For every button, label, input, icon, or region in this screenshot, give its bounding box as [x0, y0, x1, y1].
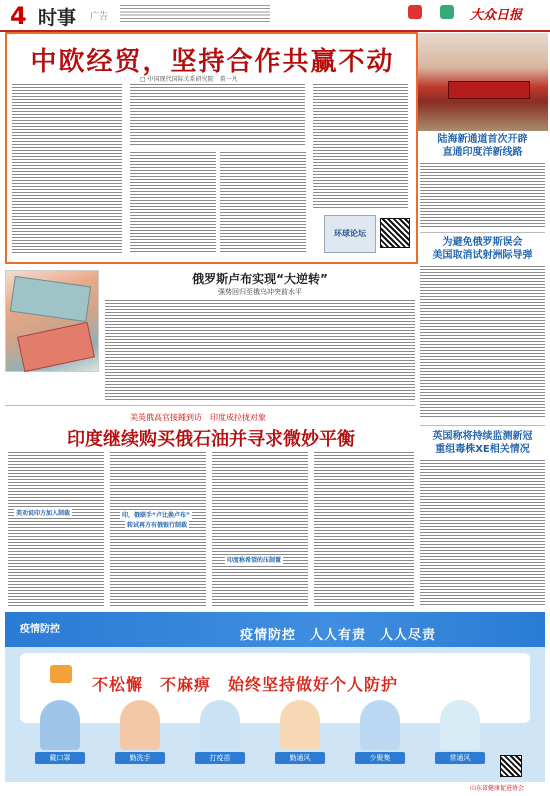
india-column-1 — [8, 452, 104, 607]
india-subhead-4: 印度称希望的压制置 — [227, 557, 282, 564]
russia-body — [105, 300, 415, 400]
banner-slogan-main: 不松懈 不麻痹 始终坚持做好个人防护 — [92, 675, 399, 694]
feature-column-2 — [130, 152, 216, 254]
banner-item-label: 常通风 — [435, 752, 485, 764]
banner-tag: 疫情防控 — [20, 624, 60, 635]
masthead-bar — [0, 0, 550, 32]
story2-title-line1: 为避免俄罗斯误会 — [442, 237, 523, 248]
story1-title-line2: 直通印度洋新线路 — [442, 147, 523, 158]
india-subhead-2: 印，俄联手“卢比换卢布” — [122, 512, 190, 519]
qr-code — [380, 218, 410, 248]
banner-item-label: 勤通风 — [275, 752, 325, 764]
footer-credit: 山东省健康促进协会 — [470, 785, 525, 792]
gathering-illustration — [360, 700, 400, 750]
feature-column-3 — [220, 152, 306, 254]
india-column-2 — [110, 452, 206, 607]
qr-code — [500, 755, 522, 777]
airflow-illustration — [440, 700, 480, 750]
newspaper-brand: 大众日报 — [470, 8, 523, 23]
megaphone-icon — [50, 665, 72, 683]
banner-slogan-top: 疫情防控 人人有责 人人尽责 — [240, 628, 437, 643]
column-logo: 环球论坛 — [324, 215, 376, 253]
russia-subheadline: 强势回归至俄乌冲突前水平 — [218, 288, 302, 296]
feature-column-4 — [313, 84, 408, 209]
feature-byline: □ 中国现代国际关系研究院 董一凡 — [140, 76, 238, 83]
section-name: 时事 — [38, 7, 77, 29]
india-column-3 — [212, 452, 308, 607]
banner-item-label: 戴口罩 — [35, 752, 85, 764]
page-number: 4 — [10, 2, 27, 30]
russia-headline: 俄罗斯卢布实现“大逆转” — [192, 272, 328, 286]
india-headline: 印度继续购买俄石油并寻求微妙平衡 — [67, 429, 355, 450]
ruble-photo — [5, 270, 99, 372]
story1-body — [420, 163, 545, 228]
story3-title-line2: 重组毒株XE相关情况 — [435, 444, 530, 455]
banner-item-label: 打疫苗 — [195, 752, 245, 764]
india-kicker: 美英俄高官接踵到访 印度成拉拢对象 — [130, 413, 266, 422]
story3-title-line1: 英国称将持续监测新冠 — [432, 431, 533, 442]
wechat-icon — [440, 5, 454, 19]
story1-title-line1: 陆海新通道首次开辟 — [437, 134, 528, 145]
handwash-illustration — [120, 700, 160, 750]
banner-item-label: 少聚集 — [355, 752, 405, 764]
app-icon — [408, 5, 422, 19]
india-column-4 — [314, 452, 414, 607]
masthead-meta-text — [120, 5, 270, 23]
divider — [420, 425, 545, 426]
india-subhead-1: 美劝说印方加入制裁 — [16, 510, 71, 517]
story2-body — [420, 266, 545, 418]
divider — [420, 232, 545, 233]
india-subhead-3: 转试再方有俄银行制裁 — [127, 522, 188, 529]
banner-item-label: 勤洗手 — [115, 752, 165, 764]
mask-illustration — [40, 700, 80, 750]
vaccine-illustration — [200, 700, 240, 750]
feature-lead — [130, 84, 305, 146]
story3-body — [420, 460, 545, 605]
divider — [5, 405, 415, 406]
story2-title-line2: 美国取消试射洲际导弹 — [432, 250, 533, 261]
feature-column-1 — [12, 84, 122, 254]
ad-label: 广告 — [90, 12, 109, 22]
ventilate-illustration — [280, 700, 320, 750]
feature-headline: 中欧经贸，坚持合作共赢不动 — [30, 47, 395, 77]
train-photo — [418, 33, 548, 131]
